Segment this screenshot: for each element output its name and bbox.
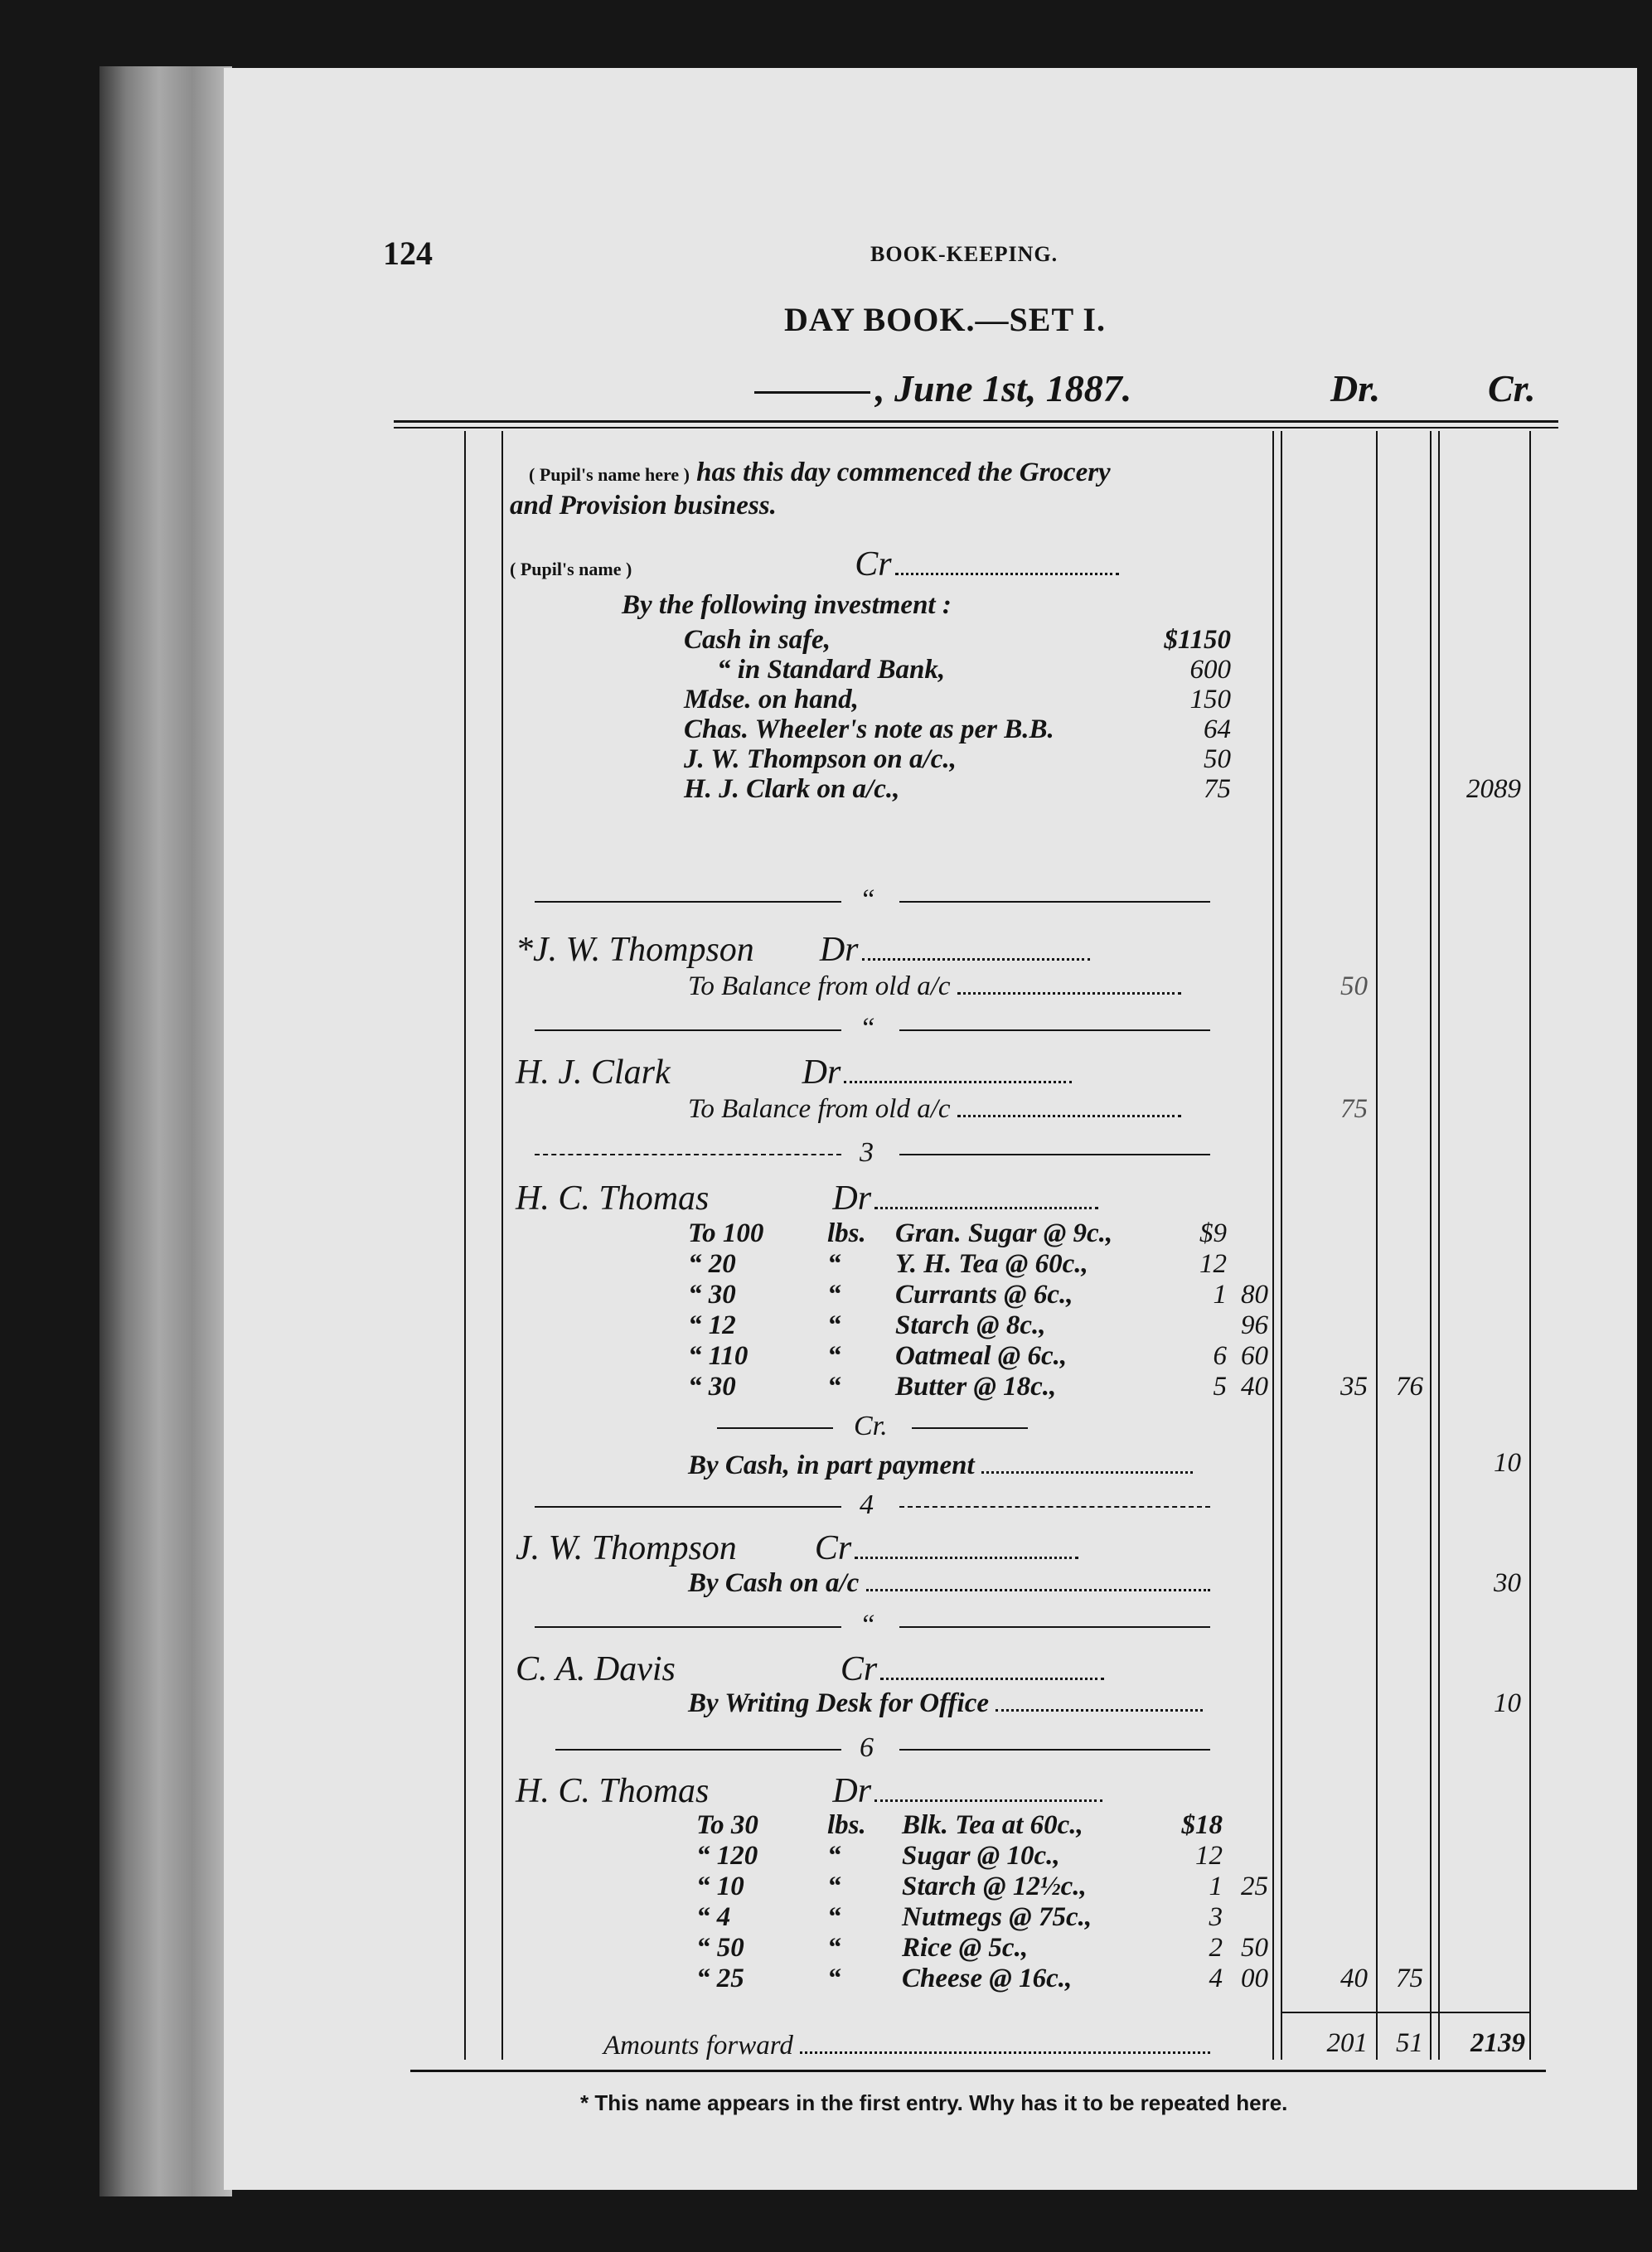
item-unit: “	[827, 1841, 841, 1871]
separator-line	[717, 1427, 833, 1429]
date-separator	[535, 884, 1281, 918]
total-rule	[1281, 2012, 1529, 2013]
dot-leader	[957, 1115, 1181, 1117]
investment-item-desc: Mdse. on hand,	[684, 685, 859, 714]
separator-line	[899, 1029, 1210, 1031]
separator-line	[899, 1626, 1210, 1628]
date-separator	[555, 1732, 1301, 1765]
item-cents: 25	[1241, 1872, 1268, 1901]
dr-cents-rule	[1376, 431, 1378, 2060]
dot-leader	[855, 1557, 1078, 1559]
separator-mark: Cr.	[854, 1411, 888, 1441]
item-qty: “ 12	[688, 1310, 736, 1340]
separator-line	[535, 901, 841, 903]
item-cents: 00	[1241, 1964, 1268, 1993]
entry-jwt2-header	[516, 1528, 1078, 1568]
date-blank	[754, 391, 870, 394]
item-qty: “ 120	[696, 1841, 758, 1871]
forward-dr-dollars: 201	[1326, 2028, 1368, 2058]
item-desc: Nutmegs @ 75c.,	[902, 1902, 1092, 1932]
item-desc: Blk. Tea at 60c.,	[902, 1810, 1083, 1840]
item-cents: 80	[1241, 1280, 1268, 1310]
investment-item-desc: H. J. Clark on a/c.,	[684, 774, 900, 804]
intro-text-1: has this day commenced the Grocery	[696, 458, 1111, 487]
account-name: J. W. Thompson	[516, 1529, 737, 1567]
entry-side: Cr	[840, 1650, 878, 1688]
date-separator	[535, 1137, 1281, 1170]
footnote: * This name appears in the first entry. Why has it to be repeated here.	[580, 2090, 1288, 2115]
entry-side: Dr	[802, 1053, 841, 1092]
entry-side: Dr	[832, 1179, 872, 1218]
forward-label: Amounts forward	[603, 2031, 793, 2061]
item-dollars: 1	[1213, 1280, 1227, 1310]
item-desc: Y. H. Tea @ 60c.,	[895, 1249, 1088, 1279]
entry-line-text: By Cash on a/c	[688, 1568, 860, 1598]
account-name: H. C. Thomas	[516, 1772, 710, 1810]
intro-text-2: and Provision business.	[510, 491, 777, 521]
entry-cad-header	[516, 1649, 1104, 1689]
date-text: , June 1st, 1887.	[875, 367, 1132, 409]
separator-line	[535, 1506, 841, 1508]
separator-line	[899, 1506, 1210, 1508]
dot-leader	[895, 573, 1119, 575]
pupil-name-placeholder: ( Pupil's name here )	[529, 464, 690, 485]
item-dollars: 4	[1209, 1964, 1223, 1993]
sub-separator	[717, 1411, 1049, 1444]
item-qty: To 30	[696, 1810, 758, 1840]
dot-leader	[874, 1207, 1098, 1209]
entry-side: Dr	[832, 1772, 872, 1810]
entry-hct2-dr-dollars: 40	[1340, 1964, 1368, 1993]
intro-line-1	[529, 458, 1111, 488]
item-dollars: 12	[1199, 1249, 1227, 1279]
item-qty: “ 4	[696, 1902, 731, 1932]
separator-mark: “	[860, 1013, 875, 1044]
separator-line	[535, 1154, 841, 1155]
item-dollars: 6	[1213, 1341, 1227, 1371]
item-dollars: 5	[1213, 1372, 1227, 1402]
entry-hjc-dr: 75	[1340, 1094, 1368, 1124]
date-separator	[535, 1489, 1281, 1523]
item-unit: “	[827, 1280, 841, 1310]
forward-cr: 2139	[1470, 2028, 1525, 2058]
cr-right-rule	[1529, 431, 1531, 2060]
account-name: C. A. Davis	[516, 1650, 676, 1688]
separator-line	[912, 1427, 1028, 1429]
item-dollars: 12	[1195, 1841, 1223, 1871]
ledger-page	[224, 68, 1637, 2190]
dot-leader	[874, 1799, 1102, 1802]
dot-leader	[800, 2051, 1210, 2054]
entry-side: Cr	[814, 1529, 852, 1567]
item-dollars: $18	[1181, 1810, 1223, 1840]
item-cents: 60	[1241, 1341, 1268, 1371]
item-unit: “	[827, 1249, 841, 1279]
dot-leader	[880, 1678, 1104, 1680]
investment-item-desc: J. W. Thompson on a/c.,	[684, 744, 957, 774]
item-dollars: 3	[1209, 1902, 1223, 1932]
item-cents: 50	[1241, 1933, 1268, 1963]
dot-leader	[996, 1709, 1203, 1712]
item-qty: “ 25	[696, 1964, 744, 1993]
dr-column-header: Dr.	[1330, 367, 1381, 409]
separator-mark: 6	[860, 1732, 874, 1763]
entry-hct1-dr-dollars: 35	[1340, 1372, 1368, 1402]
entry-line-text: By Writing Desk for Office	[688, 1688, 989, 1718]
entry-hct1-cr-line	[688, 1450, 1193, 1481]
investment-item-desc: “ in Standard Bank,	[717, 655, 946, 685]
running-title: BOOK-KEEPING.	[870, 242, 1059, 266]
forward-line	[603, 2031, 1210, 2061]
dr-cr-rule-1	[1430, 431, 1432, 2060]
investment-cr-total: 2089	[1466, 774, 1521, 804]
header-rule-2	[394, 427, 1558, 429]
item-qty: “ 30	[688, 1280, 736, 1310]
item-desc: Starch @ 12½c.,	[902, 1872, 1087, 1901]
date-line	[754, 366, 1131, 410]
item-unit: “	[827, 1902, 841, 1932]
item-dollars: 1	[1209, 1872, 1223, 1901]
dot-leader	[981, 1471, 1193, 1474]
item-unit: “	[827, 1872, 841, 1901]
date-separator	[535, 1610, 1281, 1643]
footer-rule	[410, 2070, 1546, 2072]
entry-cad-line	[688, 1688, 1203, 1719]
date-separator	[535, 1013, 1281, 1046]
separator-line	[555, 1749, 841, 1751]
item-desc: Currants @ 6c.,	[895, 1280, 1073, 1310]
separator-line	[899, 1749, 1210, 1751]
investment-item-desc: Cash in safe,	[684, 625, 831, 655]
investment-item-amount: 75	[1204, 774, 1231, 804]
item-unit: “	[827, 1341, 841, 1371]
separator-line	[535, 1626, 841, 1628]
dot-leader	[844, 1081, 1072, 1083]
item-qty: “ 20	[688, 1249, 736, 1279]
page-title: DAY BOOK.—SET I.	[784, 301, 1106, 338]
entry-line-text: To Balance from old a/c	[688, 971, 951, 1001]
entry-hjc-line	[688, 1094, 1181, 1125]
item-qty: “ 30	[688, 1372, 736, 1402]
item-qty: “ 10	[696, 1872, 744, 1901]
item-unit: lbs.	[827, 1218, 866, 1248]
header-rule	[394, 420, 1558, 423]
item-desc: Gran. Sugar @ 9c.,	[895, 1218, 1113, 1248]
account-name: H. C. Thomas	[516, 1179, 710, 1218]
separator-line	[535, 1029, 841, 1031]
item-qty: To 100	[688, 1218, 764, 1248]
separator-mark: “	[860, 1610, 875, 1640]
dot-leader	[862, 958, 1090, 961]
investment-item-desc: Chas. Wheeler's note as per B.B.	[684, 714, 1054, 744]
entry-jwt-header	[516, 930, 1090, 970]
separator-line	[899, 901, 1210, 903]
investment-item-amount: 600	[1189, 655, 1231, 685]
separator-mark: 4	[860, 1489, 874, 1520]
entry-hct2-dr-cents: 75	[1396, 1964, 1423, 1993]
book-spine	[99, 66, 232, 2196]
entry-hct1-cr: 10	[1494, 1448, 1521, 1478]
item-unit: lbs.	[827, 1810, 866, 1840]
entry-side: Dr	[819, 931, 859, 969]
left-margin-rule-2	[501, 431, 503, 2060]
cr-column-header: Cr.	[1488, 367, 1536, 409]
investment-item-amount: 150	[1189, 685, 1231, 714]
item-unit: “	[827, 1964, 841, 1993]
entry-hjc-header	[516, 1053, 1072, 1092]
page-number: 124	[383, 235, 433, 272]
entry-line-text: By Cash, in part payment	[688, 1450, 975, 1480]
entry-hct1-dr-cents: 76	[1396, 1372, 1423, 1402]
dr-cr-rule-2	[1438, 431, 1440, 2060]
forward-dr-cents: 51	[1396, 2028, 1423, 2058]
item-desc: Starch @ 8c.,	[895, 1310, 1046, 1340]
item-desc: Cheese @ 16c.,	[902, 1964, 1073, 1993]
investment-item-amount: 64	[1204, 714, 1231, 744]
item-dollars: 2	[1209, 1933, 1223, 1963]
entry-jwt2-line	[688, 1568, 1210, 1599]
item-dollars: $9	[1199, 1218, 1227, 1248]
separator-mark: “	[860, 884, 875, 915]
left-margin-rule	[464, 431, 466, 2060]
item-qty: “ 50	[696, 1933, 744, 1963]
item-unit: “	[827, 1372, 841, 1402]
investment-item-amount: 50	[1204, 744, 1231, 774]
entry-cad-cr: 10	[1494, 1688, 1521, 1718]
investment-side: Cr	[855, 545, 892, 584]
item-cents: 96	[1241, 1310, 1268, 1340]
investment-heading: By the following investment :	[622, 590, 952, 620]
entry-hct2-header	[516, 1771, 1102, 1811]
investment-item-amount: $1150	[1164, 625, 1231, 655]
account-name: H. J. Clark	[516, 1053, 671, 1092]
investment-account-line	[510, 545, 1119, 584]
account-name: *J. W. Thompson	[516, 931, 754, 969]
separator-line	[899, 1154, 1210, 1155]
item-unit: “	[827, 1310, 841, 1340]
entry-jwt-line	[688, 971, 1181, 1002]
entry-line-text: To Balance from old a/c	[688, 1094, 951, 1124]
item-cents: 40	[1241, 1372, 1268, 1402]
item-unit: “	[827, 1933, 841, 1963]
separator-mark: 3	[860, 1137, 874, 1168]
item-desc: Butter @ 18c.,	[895, 1372, 1057, 1402]
entry-jwt-dr: 50	[1340, 971, 1368, 1001]
item-qty: “ 110	[688, 1341, 748, 1371]
pupil-name-label: ( Pupil's name )	[510, 559, 632, 579]
item-desc: Sugar @ 10c.,	[902, 1841, 1060, 1871]
dot-leader	[866, 1589, 1210, 1591]
amount-rule-2	[1281, 431, 1282, 2060]
item-desc: Rice @ 5c.,	[902, 1933, 1029, 1963]
amount-rule-1	[1272, 431, 1274, 2060]
entry-hct1-header	[516, 1179, 1098, 1218]
dot-leader	[957, 992, 1181, 995]
item-desc: Oatmeal @ 6c.,	[895, 1341, 1068, 1371]
entry-jwt2-cr: 30	[1494, 1568, 1521, 1598]
